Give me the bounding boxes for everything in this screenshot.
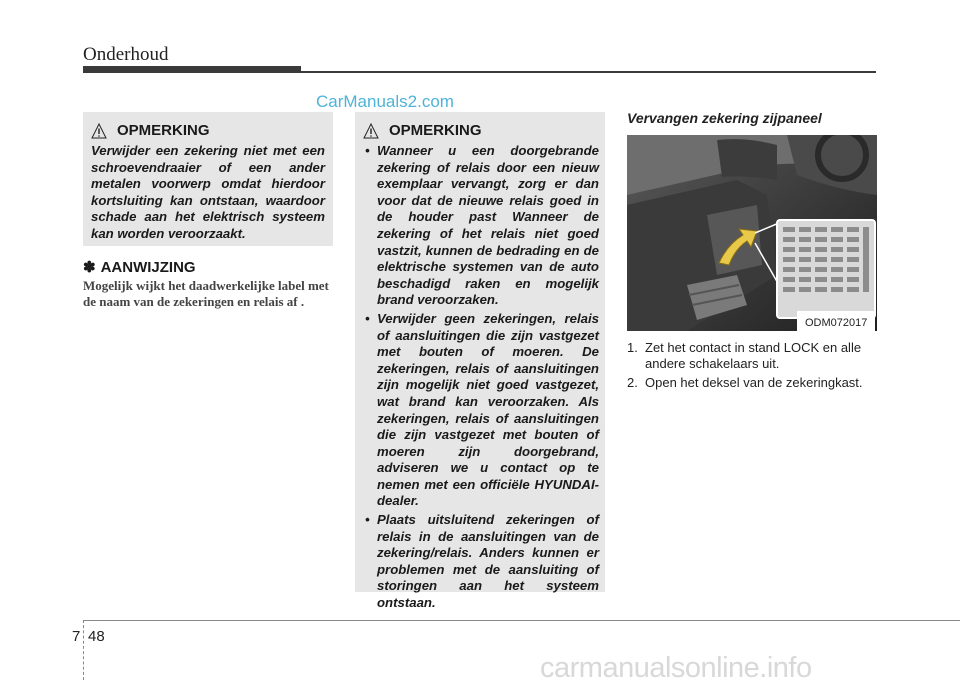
image-code: ODM072017 [805,317,868,329]
step-item [627,375,879,391]
note-list-item: • Wanneer u een doorgebrande zekering of relais door een nieuw exemplaar vervangt, zorg er dan voor dat de nieuwe relais goed in de houder past Wanneer de zekering of het relais niet goed vastzit, kunnen de bedrading en de elektrische systemen van de auto beschadigd raken en mogelijk brand veroorzaken. [363,143,599,309]
note-heading-row [363,122,599,139]
header-rule [301,71,876,73]
note-box-2 [355,112,605,611]
note-list-item: • Plaats uitsluitend zekeringen of relais in de aansluitingen van de zekering/relais. Anders kunnen er problemen met de aansluiting of storingen aan het systeem ontstaan. [363,512,599,612]
note-list [363,143,599,612]
watermark-top: CarManuals2.com [316,92,454,111]
step-item [627,340,879,372]
aanwijzing-heading: AANWIJZING [100,258,196,276]
warning-icon [91,123,107,139]
asterisk-icon: ✽ [83,259,96,276]
watermark-bottom: carmanualsonline.info [540,652,812,684]
aanwijzing-heading-row [83,258,196,276]
footer-divider [83,620,85,680]
note-text: Verwijder een zekering niet met een schroevendraaier of een ander metalen voorwerp omdat hierdoor kortsluiting kan ontstaan, waardoor schade aan het elektrisch systeem kan worden veroorzaakt. [91,143,325,241]
warning-icon [363,123,379,139]
page-number: 48 [88,628,105,645]
header-bar [83,66,301,73]
step-text: Open het deksel van de zekeringkast. [645,375,863,390]
step-number: 2. [627,375,638,390]
steps-list [627,340,879,394]
chapter-number: 7 [72,628,81,645]
footer-rule [83,620,960,621]
section-title: Vervangen zekering zijpaneel [627,110,822,126]
note-heading-row [91,122,325,139]
page-header-title: Onderhoud [83,44,169,65]
note-heading: OPMERKING [117,122,210,139]
aanwijzing-text: Mogelijk wijkt het daadwerkelijke label met de naam van de zekeringen en relais af . [83,278,329,309]
step-text: Zet het contact in stand LOCK en alle andere schakelaars uit. [645,340,862,371]
note-list-item: • Verwijder geen zekeringen, relais of aansluitingen die zijn vastgezet met bouten of moeren. De zekeringen, relais of aansluitingen zijn mogelijk niet goed vastgezet, wat brand kan veroorzaken. Als zekeringen, relais of aansluitingen die zijn vastgezet met bouten of moeren zijn doorgebrand, adviseren we u contact op te nemen met een officiële HYUNDAI-dealer. [363,311,599,510]
note-box-1 [83,112,333,246]
fuse-panel-photo [627,135,877,331]
note-heading: OPMERKING [389,122,482,139]
step-number: 1. [627,340,638,355]
